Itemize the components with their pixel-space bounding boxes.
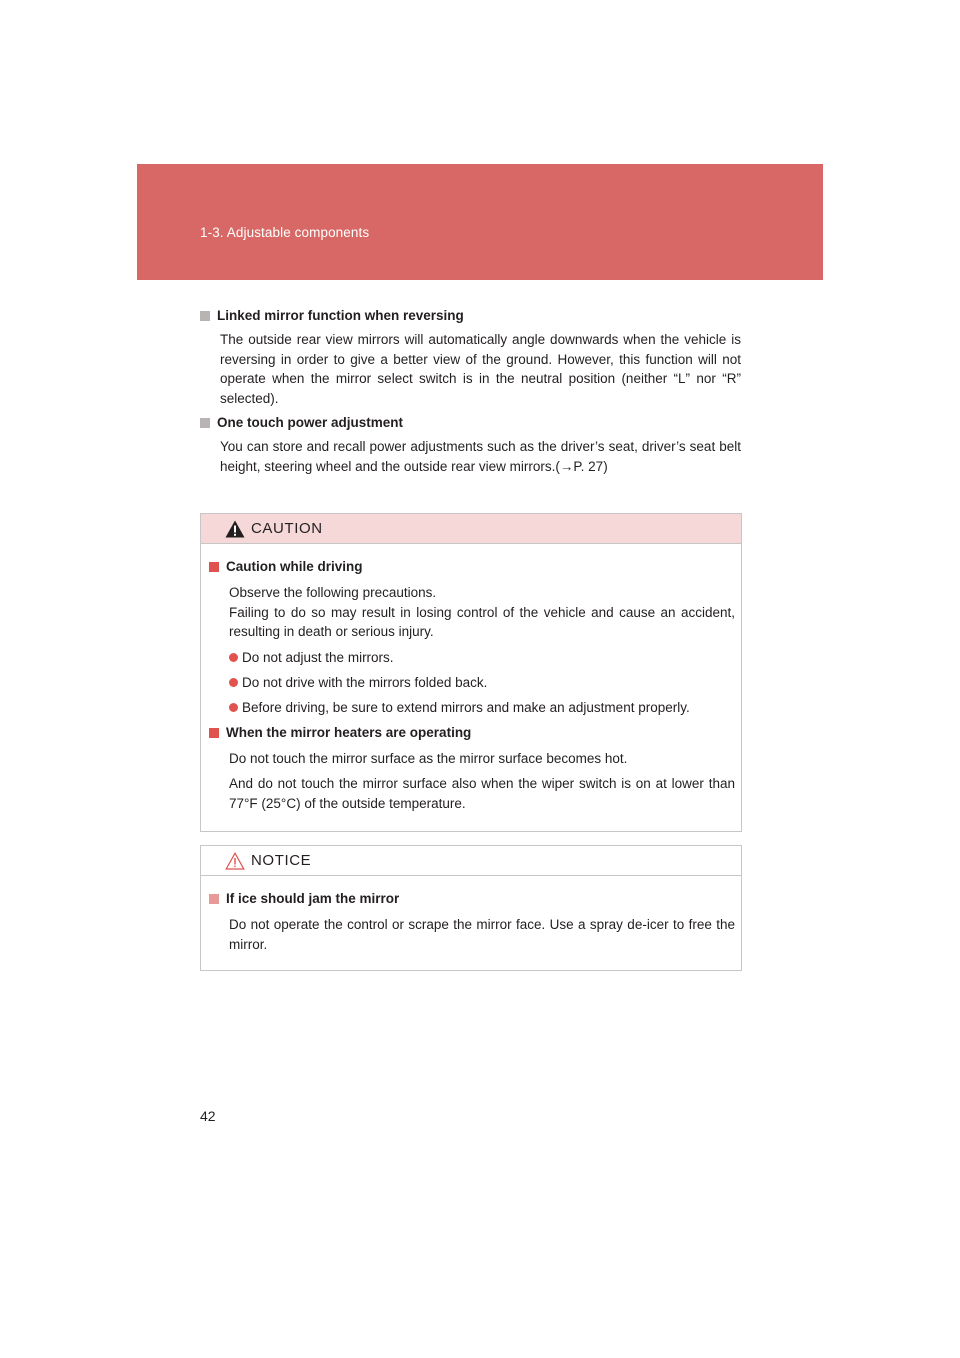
caution-paragraph: And do not touch the mirror surface also when the wiper switch is on at lower than 77°F (25°C) of the outside temperature. (229, 776, 735, 811)
section-paragraph: The outside rear view mirrors will automatically angle downwards when the vehicle is reversing in order to give a better view of the ground. However, this function will not operate when the mirror select switch is in the neutral position (neither “L” nor “R” selected). (220, 332, 741, 406)
notice-title: NOTICE (251, 852, 312, 869)
square-bullet-icon (200, 418, 210, 428)
square-bullet-icon (209, 894, 219, 904)
list-item (229, 673, 735, 692)
caution-paragraph: Do not touch the mirror surface as the mirror surface becomes hot. (229, 750, 628, 766)
caution-intro: Failing to do so may result in losing control of the vehicle and cause an accident, resulting in death or serious injury. (229, 604, 735, 639)
caution-item-heading (209, 723, 735, 743)
section-heading (200, 306, 741, 326)
heading-text: Caution while driving (226, 559, 363, 574)
round-bullet-icon (229, 678, 238, 687)
caution-title: CAUTION (251, 520, 323, 537)
section-heading (200, 413, 741, 433)
heading-text: If ice should jam the mirror (226, 891, 400, 906)
caution-body (201, 544, 741, 813)
page-number: 42 (200, 1108, 216, 1124)
warning-triangle-icon (225, 520, 245, 538)
list-item-text: Do not drive with the mirrors folded back. (242, 674, 488, 690)
square-bullet-icon (200, 311, 210, 321)
caution-box (200, 513, 742, 832)
main-content (200, 306, 741, 476)
list-item-text: Do not adjust the mirrors. (242, 649, 394, 665)
section-paragraph: You can store and recall power adjustments such as the driver’s seat, driver’s seat belt height, steering wheel and the outside rear view mirrors.(→P. 27) (220, 439, 741, 474)
list-item (229, 698, 735, 717)
notice-body (201, 876, 741, 954)
list-item-text: Before driving, be sure to extend mirrors and make an adjustment properly. (242, 699, 690, 715)
heading-text: One touch power adjustment (217, 415, 404, 430)
notice-paragraph: Do not operate the control or scrape the mirror face. Use a spray de-icer to free the mirror. (229, 917, 735, 952)
list-item (229, 648, 735, 667)
heading-text: When the mirror heaters are operating (226, 724, 472, 740)
notice-box (200, 845, 742, 971)
square-bullet-icon (209, 562, 219, 572)
notice-header (201, 846, 741, 876)
round-bullet-icon (229, 653, 238, 662)
round-bullet-icon (229, 703, 238, 712)
caution-item-heading (209, 557, 735, 577)
warning-outline-icon (225, 852, 245, 870)
notice-item-heading (209, 889, 735, 909)
header-band (137, 164, 823, 280)
caution-header (201, 514, 741, 544)
heading-text: Linked mirror function when reversing (217, 308, 464, 323)
caution-intro: Observe the following precautions. (229, 585, 437, 600)
square-bullet-icon (209, 728, 219, 738)
section-title: 1-3. Adjustable components (200, 225, 370, 240)
